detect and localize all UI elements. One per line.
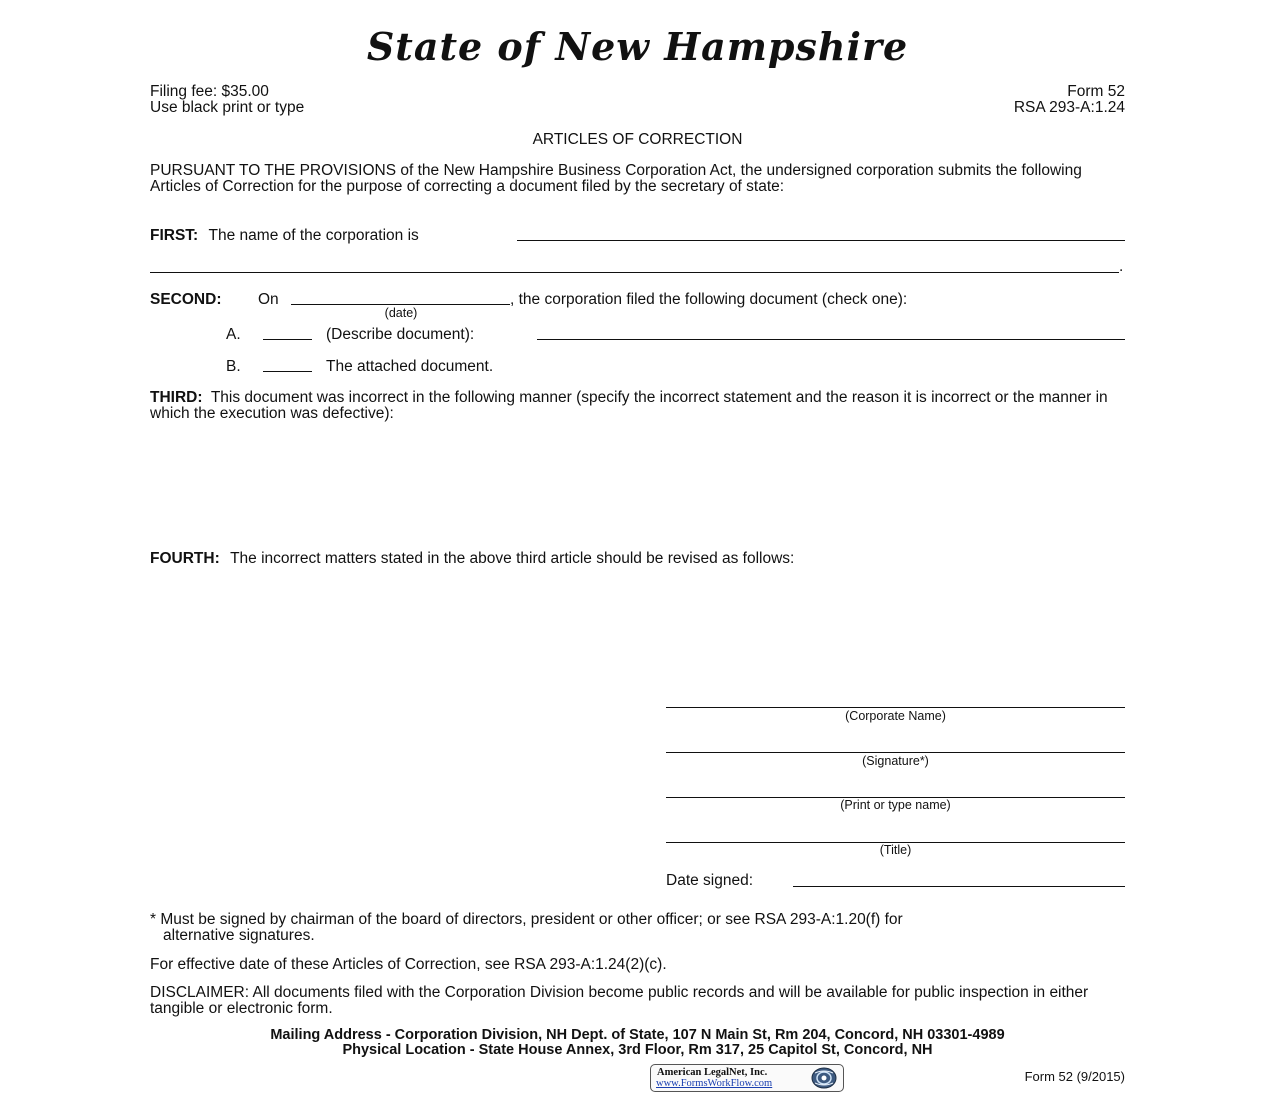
third-label: THIRD: [150, 389, 203, 406]
describe-document-line[interactable] [537, 339, 1125, 340]
logo-company-name: American LegalNet, Inc. [657, 1067, 768, 1078]
option-a-letter: A. [226, 326, 241, 343]
corporation-name-line-2[interactable] [150, 272, 1119, 273]
corporation-name-line-1[interactable] [517, 240, 1125, 241]
date-caption: (date) [384, 306, 418, 320]
date-signed-line[interactable] [793, 886, 1125, 887]
print-name-caption: (Print or type name) [840, 798, 951, 812]
date-signed-label: Date signed: [666, 872, 754, 889]
second-on: On [258, 291, 279, 308]
effective-date-note: For effective date of these Articles of Correction, see RSA 293-A:1.24(2)(c). [150, 956, 667, 973]
third-text: This document was incorrect in the following manner (specify the incorrect statement and the reason it is incorrect or the manner in which the execution was defective): [150, 389, 1108, 422]
statute-reference: RSA 293-A:1.24 [1013, 99, 1125, 116]
option-a-checkbox-line[interactable] [263, 339, 312, 340]
option-b-letter: B. [226, 358, 241, 375]
fourth-article [150, 550, 794, 567]
corporate-name-line[interactable] [666, 707, 1125, 708]
form-version: Form 52 (9/2015) [1024, 1069, 1125, 1084]
signature-caption: (Signature*) [862, 754, 929, 768]
first-end-period: . [1119, 258, 1124, 275]
signature-line[interactable] [666, 752, 1125, 753]
mailing-address: Mailing Address - Corporation Division, NH Dept. of State, 107 N Main St, Rm 204, Concord, NH 03301-4989 [270, 1027, 1005, 1043]
option-b-checkbox-line[interactable] [263, 371, 312, 372]
american-legalnet-logo[interactable] [650, 1064, 844, 1092]
print-instruction: Use black print or type [150, 99, 305, 116]
disclaimer: DISCLAIMER: All documents filed with the Corporation Division become public records and will be available for public inspection in either tangible or electronic form. [150, 984, 1089, 1017]
intro-paragraph: PURSUANT TO THE PROVISIONS of the New Hampshire Business Corporation Act, the undersigned corporation submits the following Articles of Correction for the purpose of correcting a document filed by the secretary of state: [150, 162, 1082, 195]
third-article [150, 390, 1125, 422]
footnote-line-1: * Must be signed by chairman of the board of directors, president or other officer; or see RSA 293-A:1.20(f) for [150, 911, 903, 928]
logo-url[interactable]: www.FormsWorkFlow.com [656, 1078, 773, 1089]
filing-date-line[interactable] [291, 304, 510, 305]
corporate-name-caption: (Corporate Name) [845, 709, 946, 723]
first-label: FIRST: [150, 227, 199, 244]
globe-logo-icon [809, 1067, 839, 1089]
form-heading: ARTICLES OF CORRECTION [532, 131, 743, 148]
fourth-text: The incorrect matters stated in the above third article should be revised as follows: [230, 550, 795, 567]
second-text: , the corporation filed the following document (check one): [510, 291, 908, 308]
option-b-text: The attached document. [326, 358, 494, 375]
third-answer-area[interactable] [150, 428, 1125, 546]
option-a-text: (Describe document): [326, 326, 475, 343]
physical-location: Physical Location - State House Annex, 3rd Floor, Rm 317, 25 Capitol St, Concord, NH [342, 1042, 933, 1058]
title-caption: (Title) [879, 843, 912, 857]
filing-fee: Filing fee: $35.00 [150, 83, 269, 100]
fourth-label: FOURTH: [150, 550, 220, 567]
first-text: The name of the corporation is [208, 227, 419, 244]
second-label: SECOND: [150, 291, 222, 308]
page-title: State of New Hampshire [366, 24, 909, 69]
fourth-answer-area[interactable] [150, 572, 1125, 692]
footnote-line-2: alternative signatures. [163, 927, 315, 944]
first-article [150, 227, 419, 244]
form-number: Form 52 [1067, 83, 1125, 100]
